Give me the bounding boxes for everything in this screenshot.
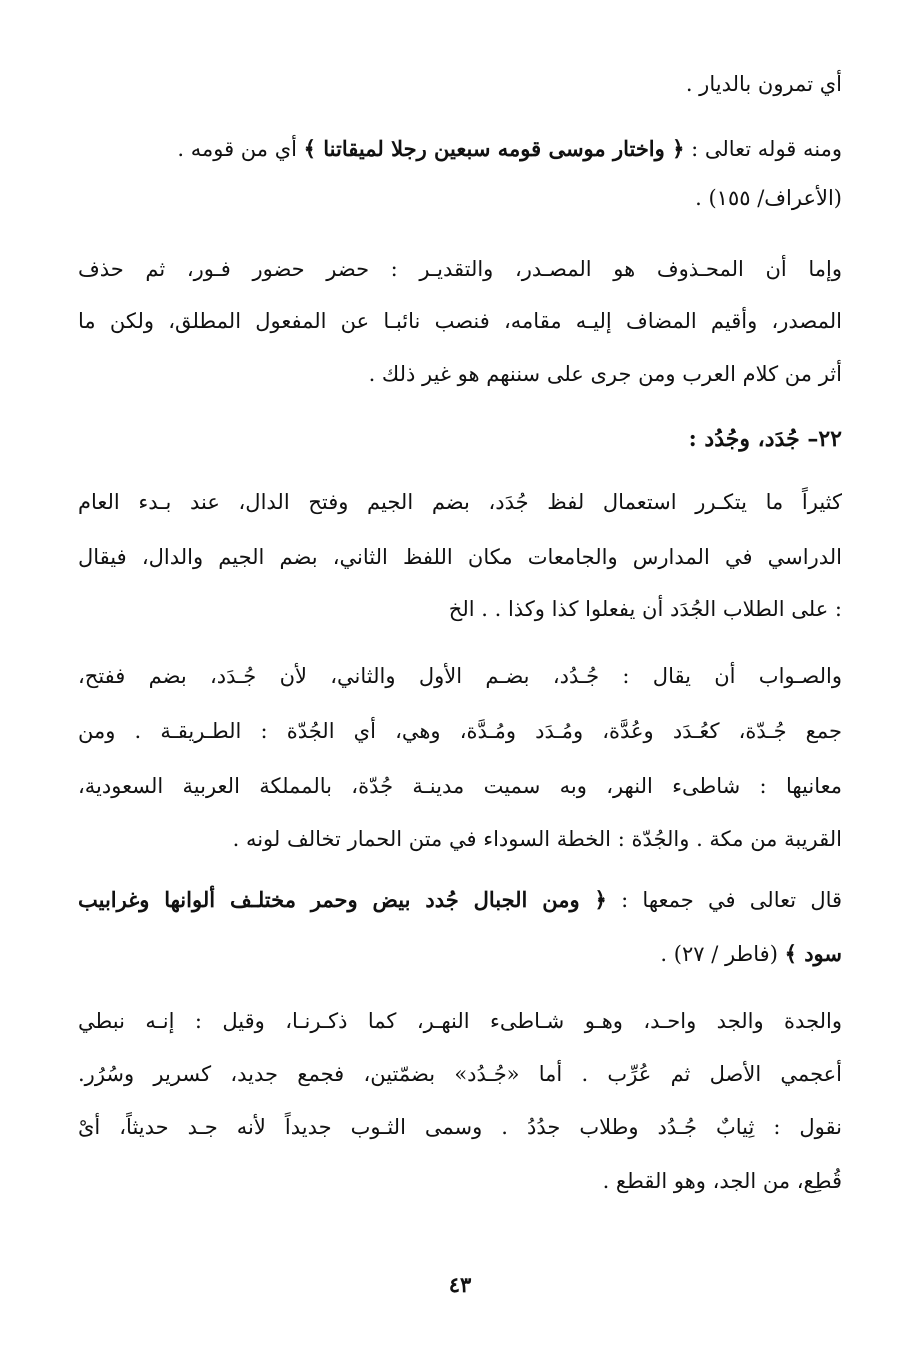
- text-line: نقول : ثِيابٌ جُـدُد وطلاب جدُدُ . وسمى الثـوب جديداً لأنه جـد حديثاً، أىْ: [78, 1115, 842, 1139]
- text-line: والصـواب أن يقال : جُـدُد، بضـم الأول والثاني، لأن جُـدَد، بضم ففتح،: [78, 664, 842, 688]
- quran-quote: ﴿ واختار موسى قومه سبعين رجلا لميقاتنا ﴾: [303, 136, 685, 161]
- text-line: أي تمرون بالديار .: [685, 72, 842, 96]
- text-line: أعجمي الأصل ثم عُرِّب . أما «جُـدُد» بضمّتين، فجمع جديد، كسرير وسُرُر.: [78, 1062, 842, 1086]
- text-line: [78, 882, 842, 918]
- text-line: المصدر، وأقيم المضاف إليـه مقامه، فنصب نائبـا عن المفعول المطلق، ولكن ما: [78, 309, 842, 333]
- text-line: والجدة والجد واحـد، وهـو شـاطىء النهـر، كما ذكـرنـا، وقيل : إنـه نبطي: [78, 1009, 842, 1033]
- text-segment: أي من قومه .: [177, 137, 304, 161]
- text-line: [78, 131, 842, 167]
- text-line: أثر من كلام العرب ومن جرى على سننهم هو غير ذلك .: [368, 362, 842, 386]
- text-line: الدراسي في المدارس والجامعات مكان اللفظ الثاني، بضم الجيم والدال، فيقال: [78, 545, 842, 569]
- text-line: : على الطلاب الجُدَد أن يفعلوا كذا وكذا . . الخ: [448, 597, 842, 621]
- text-segment: (فاطر / ٢٧) .: [660, 942, 785, 966]
- text-line: [78, 936, 842, 972]
- section-heading: ٢٢– جُدَد، وجُدُد :: [688, 426, 842, 452]
- text-line: جمع جُـدّة، كعُـدَد وعُدَّة، ومُـدَد ومُـدَّة، وهي، أي الجُدّة : الطـريقـة . ومن: [78, 719, 842, 743]
- quran-quote: سود ﴾: [784, 941, 842, 966]
- quran-quote: ﴿ ومن الجبال جُدد بيض وحمر مختلـف ألوانها وغرابيب: [78, 887, 607, 912]
- text-line: (الأعراف/ ١٥٥) .: [695, 186, 842, 210]
- text-segment: ومنه قوله تعالى :: [684, 137, 842, 161]
- text-segment: قال تعالى في جمعها :: [606, 888, 843, 912]
- text-line: وإما أن المحـذوف هو المصـدر، والتقديـر : حضر حضور فـور، ثم حذف: [78, 257, 842, 281]
- text-line: معانيها : شاطىء النهر، وبه سميت مدينـة جُدّة، بالمملكة العربية السعودية،: [78, 774, 842, 798]
- text-line: القريبة من مكة . والجُدّة : الخطة السوداء في متن الحمار تخالف لونه .: [232, 827, 842, 851]
- page-number: ٤٣: [448, 1272, 472, 1297]
- text-line: قُطِع، من الجد، وهو القطع .: [602, 1169, 842, 1193]
- text-line: كثيراً ما يتكـرر استعمال لفظ جُدَد، بضم الجيم وفتح الدال، عند بـدء العام: [78, 490, 842, 514]
